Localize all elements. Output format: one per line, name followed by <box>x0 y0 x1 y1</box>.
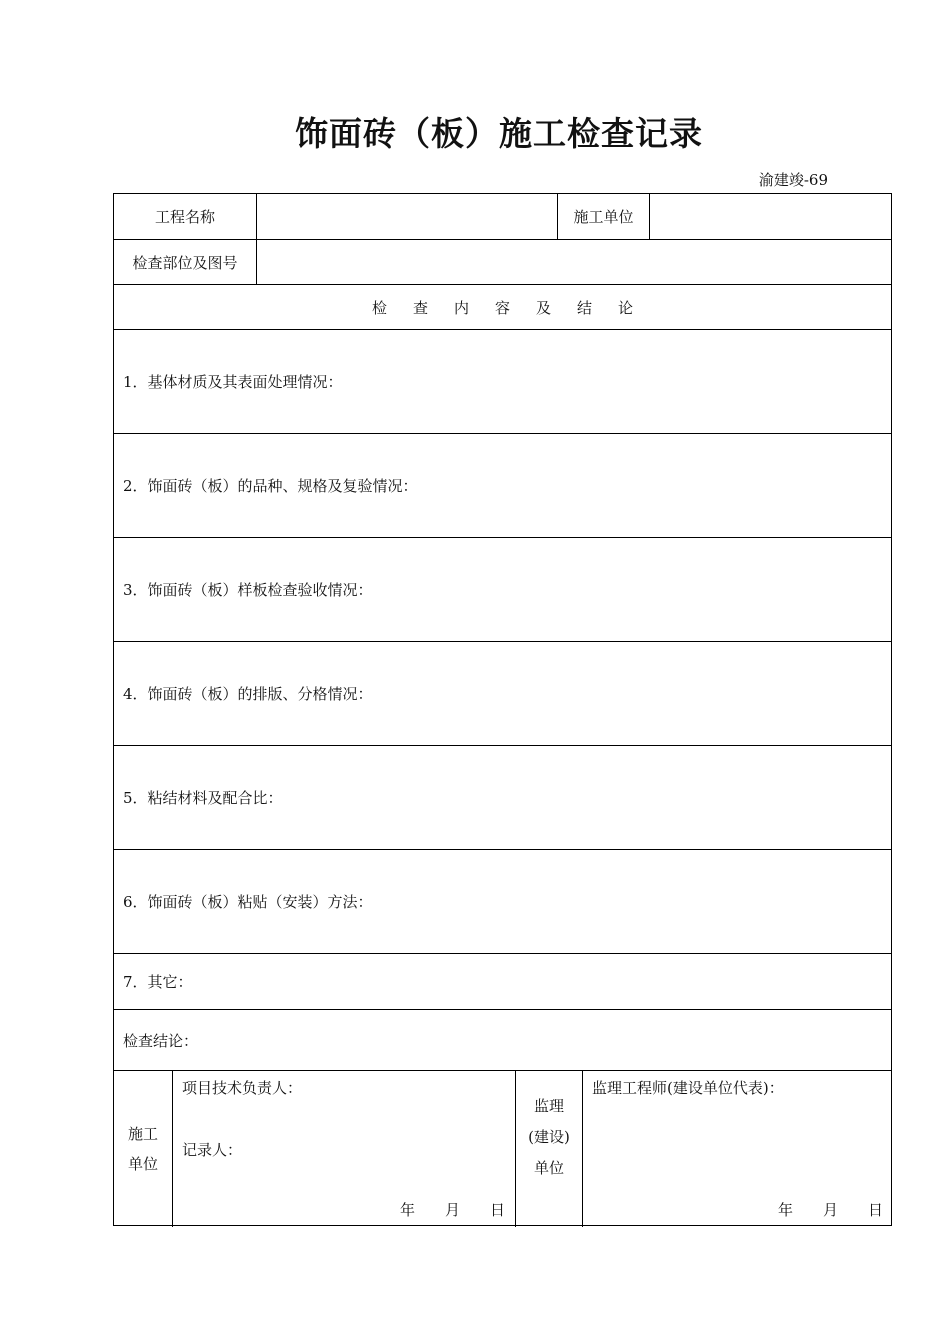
item-2-text[interactable]: 2．饰面砖（板）的品种、规格及复验情况： <box>123 477 418 495</box>
tech-lead-label: 项目技术负责人： <box>182 1079 303 1097</box>
item-row-2 <box>114 434 891 538</box>
item-3-text[interactable]: 3．饰面砖（板）样板检查验收情况： <box>123 581 373 599</box>
header-row-location <box>114 240 891 285</box>
construction-sign-area[interactable] <box>173 1071 516 1227</box>
recorder-label: 记录人： <box>182 1141 243 1159</box>
item-row-4 <box>114 642 891 746</box>
item-row-6 <box>114 850 891 954</box>
construction-unit-sign-label <box>114 1071 173 1227</box>
item-5-text[interactable]: 5．粘结材料及配合比： <box>123 789 283 807</box>
supervisor-label: 监理工程师(建设单位代表)： <box>592 1079 784 1097</box>
supervision-label-line-1: 监理 <box>533 1097 564 1115</box>
signature-row <box>114 1071 891 1227</box>
item-row-5 <box>114 746 891 850</box>
supervision-label-line-2: (建设) <box>528 1128 570 1146</box>
location-field[interactable] <box>257 240 891 284</box>
conclusion-label[interactable]: 检查结论： <box>123 1031 199 1050</box>
construction-unit-sign-text: 施工单位 <box>127 1125 158 1173</box>
inspection-form <box>113 193 892 1226</box>
project-name-field[interactable] <box>257 194 558 239</box>
supervision-label-line-3: 单位 <box>533 1159 564 1177</box>
item-6-text[interactable]: 6．饰面砖（板）粘贴（安装）方法： <box>123 893 373 911</box>
supervision-sign-area[interactable] <box>583 1071 891 1227</box>
item-row-7 <box>114 954 891 1010</box>
supervision-unit-label <box>516 1071 583 1227</box>
project-name-label: 工程名称 <box>114 194 257 239</box>
section-title: 检查内容及结论 <box>371 298 659 317</box>
section-title-row <box>114 285 891 330</box>
location-label: 检查部位及图号 <box>114 240 257 284</box>
date-left: 年 月 日 <box>399 1201 505 1219</box>
item-1-text[interactable]: 1．基体材质及其表面处理情况： <box>123 373 343 391</box>
item-4-text[interactable]: 4．饰面砖（板）的排版、分格情况： <box>123 685 373 703</box>
conclusion-row <box>114 1010 891 1071</box>
page-title: 饰面砖（板）施工检查记录 <box>295 114 703 153</box>
item-7-text[interactable]: 7．其它： <box>123 973 193 991</box>
form-code: 渝建竣-69 <box>758 171 828 189</box>
construction-unit-label: 施工单位 <box>558 194 650 239</box>
item-row-3 <box>114 538 891 642</box>
date-right: 年 月 日 <box>777 1201 883 1219</box>
header-row-project <box>114 194 891 240</box>
item-row-1 <box>114 330 891 434</box>
construction-unit-field[interactable] <box>650 194 891 239</box>
